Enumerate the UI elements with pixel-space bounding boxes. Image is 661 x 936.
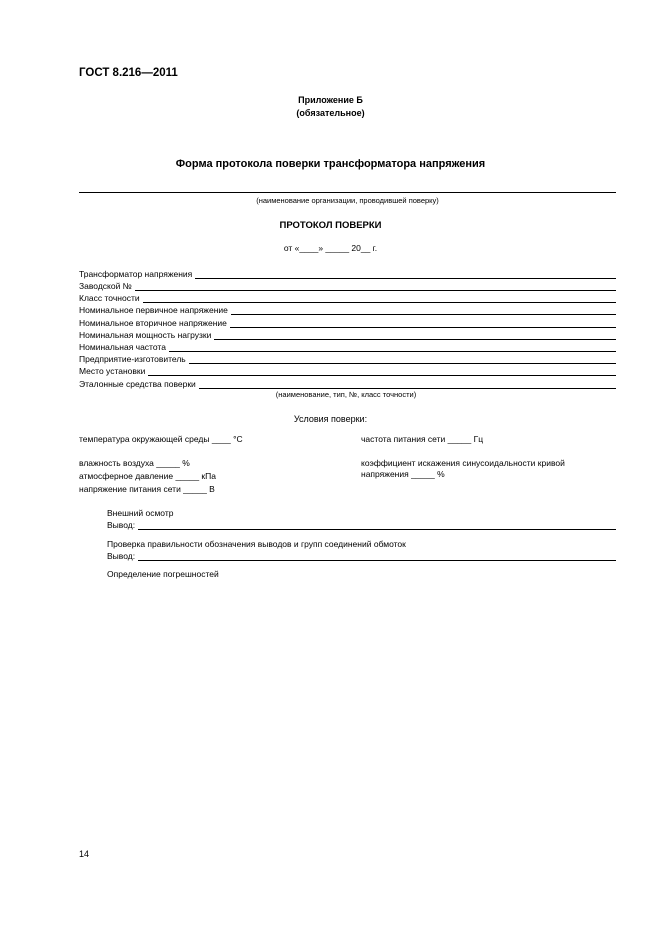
field-line bbox=[199, 379, 616, 389]
field-label: Трансформатор напряжения bbox=[79, 269, 193, 279]
field-line bbox=[195, 269, 616, 279]
condition-temperature: температура окружающей среды ____ °С bbox=[79, 434, 243, 444]
field-line bbox=[169, 342, 616, 352]
page-number: 14 bbox=[79, 849, 90, 859]
field-label: Номинальное первичное напряжение bbox=[79, 305, 228, 315]
form-title: Форма протокола поверки трансформатора напряжения bbox=[175, 158, 486, 170]
field-secondary-voltage bbox=[79, 316, 616, 328]
field-rated-frequency bbox=[79, 340, 616, 352]
errors-title: Определение погрешностей bbox=[107, 569, 219, 579]
field-installation-place bbox=[79, 364, 616, 376]
organization-line bbox=[79, 192, 616, 193]
organization-caption: (наименование организации, проводившей поверку) bbox=[256, 196, 439, 205]
conclusion-label: Вывод: bbox=[107, 520, 136, 530]
field-manufacturer bbox=[79, 352, 616, 364]
field-reference-equipment bbox=[79, 377, 616, 389]
condition-distortion-line1: коэффициент искажения синусоидальности кривой bbox=[361, 458, 565, 468]
field-primary-voltage bbox=[79, 303, 616, 315]
field-line bbox=[143, 293, 616, 303]
field-label: Номинальная частота bbox=[79, 342, 166, 352]
field-label: Эталонные средства поверки bbox=[79, 379, 196, 389]
conditions-title: Условия поверки: bbox=[293, 414, 368, 424]
field-line bbox=[214, 330, 616, 340]
condition-voltage: напряжение питания сети _____ В bbox=[79, 484, 215, 494]
reference-caption: (наименование, тип, №, класс точности) bbox=[275, 390, 417, 399]
field-label: Заводской № bbox=[79, 281, 132, 291]
condition-humidity: влажность воздуха _____ % bbox=[79, 458, 190, 468]
field-line bbox=[189, 354, 616, 364]
field-label: Номинальное вторичное напряжение bbox=[79, 318, 227, 328]
field-line bbox=[135, 281, 616, 291]
condition-frequency: частота питания сети _____ Гц bbox=[361, 434, 484, 444]
field-accuracy-class bbox=[79, 291, 616, 303]
conclusion-line bbox=[138, 551, 616, 561]
field-label: Номинальная мощность нагрузки bbox=[79, 330, 212, 340]
field-transformer bbox=[79, 267, 616, 279]
visual-inspection-conclusion bbox=[107, 518, 616, 530]
standard-header: ГОСТ 8.216—2011 bbox=[79, 67, 178, 79]
protocol-title: ПРОТОКОЛ ПОВЕРКИ bbox=[279, 220, 382, 231]
appendix-note: (обязательное) bbox=[296, 108, 365, 118]
field-label: Место установки bbox=[79, 366, 146, 376]
field-label: Класс точности bbox=[79, 293, 140, 303]
field-label: Предприятие-изготовитель bbox=[79, 354, 186, 364]
visual-inspection-title: Внешний осмотр bbox=[107, 508, 174, 518]
field-line bbox=[148, 366, 616, 376]
field-serial-number bbox=[79, 279, 616, 291]
condition-distortion-line2: напряжения _____ % bbox=[361, 469, 445, 479]
field-rated-load bbox=[79, 328, 616, 340]
conclusion-label: Вывод: bbox=[107, 551, 136, 561]
appendix-title: Приложение Б bbox=[298, 95, 363, 105]
conclusion-line bbox=[138, 520, 616, 530]
field-line bbox=[230, 318, 616, 328]
protocol-date: от «____» _____ 20__ г. bbox=[283, 243, 378, 253]
terminals-check-conclusion bbox=[107, 549, 616, 561]
condition-pressure: атмосферное давление _____ кПа bbox=[79, 471, 216, 481]
terminals-check-title: Проверка правильности обозначения выводов и групп соединений обмоток bbox=[107, 539, 406, 549]
field-line bbox=[231, 305, 616, 315]
